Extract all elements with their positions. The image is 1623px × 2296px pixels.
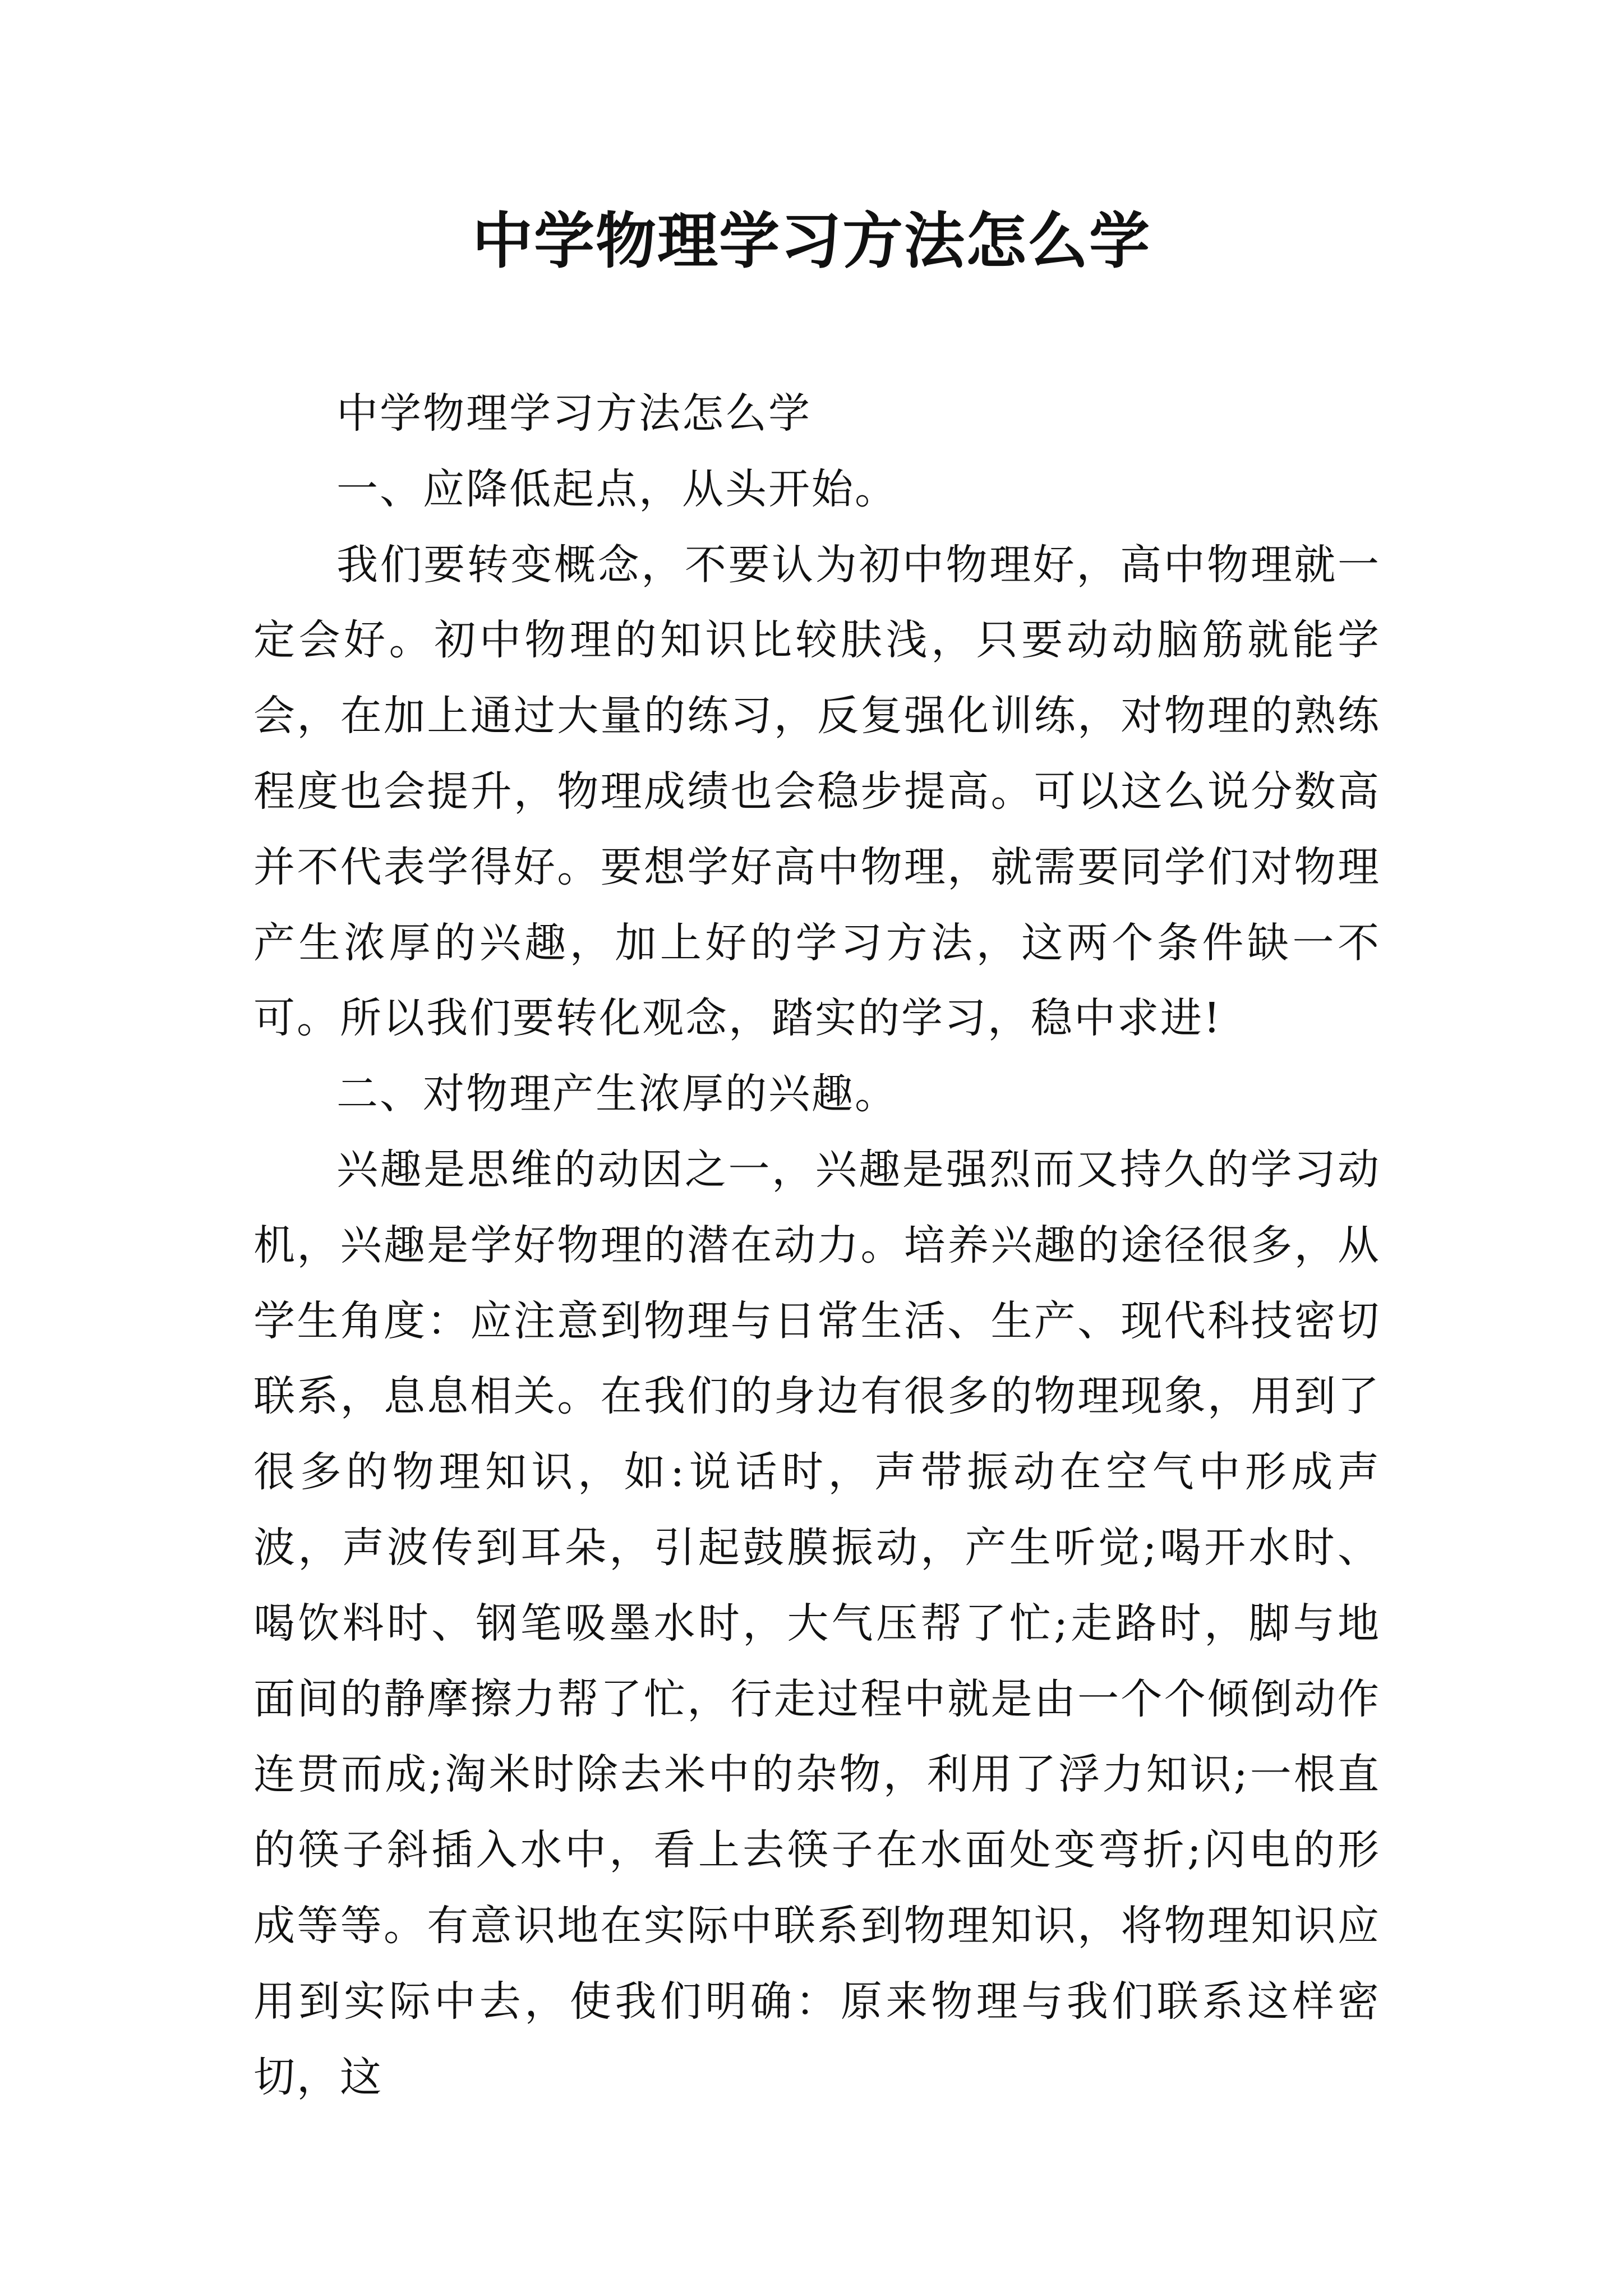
paragraph-section-2-body: 兴趣是思维的动因之一，兴趣是强烈而又持久的学习动机，兴趣是学好物理的潜在动力。培养兴趣的途径很多，从学生角度：应注意到物理与日常生活、生产、现代科技密切联系，息息相关。在我们的身边有很多的物理现象，用到了很多的物理知识，如:说话时，声带振动在空气中形成声波，声波传到耳朵，引起鼓膜振动，产生听觉;喝开水时、喝饮料时、钢笔吸墨水时，大气压帮了忙;走路时，脚与地面间的静摩擦力帮了忙，行走过程中就是由一个个倾倒动作连贯而成;淘米时除去米中的杂物，利用了浮力知识;一根直的筷子斜插入水中，看上去筷子在水面处变弯折;闪电的形成等等。有意识地在实际中联系到物理知识，将物理知识应用到实际中去，使我们明确：原来物理与我们联系这样密切，这 — [253, 1145, 1381, 2101]
document-title: 中学物理学习方法怎么学 — [472, 206, 1151, 277]
paragraph-subtitle: 中学物理学习方法怎么学 — [336, 389, 811, 438]
paragraph-section-1-heading: 一、应降低起点，从头开始。 — [336, 464, 898, 513]
paragraph-section-2-heading: 二、对物理产生浓厚的兴趣。 — [336, 1070, 898, 1119]
document-body — [253, 376, 1381, 2115]
paragraph-section-1-body: 我们要转变概念，不要认为初中物理好，高中物理就一定会好。初中物理的知识比较肤浅，只要动动脑筋就能学会，在加上通过大量的练习，反复强化训练，对物理的熟练程度也会提升，物理成绩也会稳步提高。可以这么说分数高并不代表学得好。要想学好高中物理，就需要同学们对物理产生浓厚的兴趣，加上好的学习方法，这两个条件缺一不可。所以我们要转化观念，踏实的学习，稳中求进! — [253, 540, 1381, 1043]
